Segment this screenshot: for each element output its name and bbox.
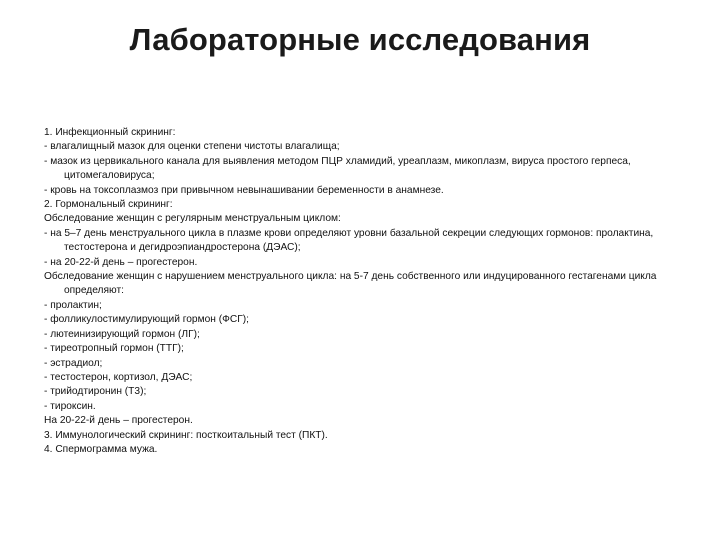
body-line-lh: - лютеинизирующий гормон (ЛГ); bbox=[44, 328, 200, 340]
body-line-testosterone: - тестостерон, кортизол, ДЭАС; bbox=[44, 371, 193, 383]
body-line-estradiol: - эстрадиол; bbox=[44, 357, 103, 369]
body-line-hormonal-screening: 2. Гормональный скрининг: bbox=[44, 199, 173, 211]
body-line-vaginal-smear: - влагалищный мазок для оценки степени чистоты влагалища; bbox=[44, 141, 340, 153]
body-line-fsh: - фолликулостимулирующий гормон (ФСГ); bbox=[44, 314, 249, 326]
body-line-t3: - трийодтиронин (Т3); bbox=[44, 386, 147, 398]
body-line-prolactin: - пролактин; bbox=[44, 299, 102, 311]
slide-title: Лабораторные исследования bbox=[129, 22, 591, 57]
body-line-progesterone: На 20-22-й день – прогестерон. bbox=[44, 415, 193, 427]
slide-body bbox=[44, 126, 684, 457]
body-line-thyroxine: - тироксин. bbox=[44, 400, 96, 412]
body-line-day-5-7-hormones: - на 5–7 день менструального цикла в плазме крови определяют уровни базальной секреции следующих гормонов: пролактина, тестостерона и дегидроэпиандростерона (ДЭАС); bbox=[44, 227, 654, 254]
body-line-cervical-smear: - мазок из цервикального канала для выявления методом ПЦР хламидий, уреаплазм, микоплазм, вируса простого герпеса, цитомегаловируса; bbox=[44, 155, 631, 182]
body-line-regular-cycle: Обследование женщин с регулярным менструальным циклом: bbox=[44, 213, 341, 225]
body-line-toxoplasmosis: - кровь на токсоплазмоз при привычном невынашивании беременности в анамнезе. bbox=[44, 184, 444, 196]
body-line-tsh: - тиреотропный гормон (ТТГ); bbox=[44, 343, 184, 355]
body-line-immunological-screening: 3. Иммунологический скрининг: посткоитальный тест (ПКТ). bbox=[44, 429, 328, 441]
body-line-day-20-22-progesterone: - на 20-22-й день – прогестерон. bbox=[44, 256, 198, 268]
body-line-spermogram: 4. Спермограмма мужа. bbox=[44, 443, 158, 455]
body-line-infection-screening: 1. Инфекционный скрининг: bbox=[44, 127, 176, 138]
body-line-irregular-cycle: Обследование женщин с нарушением менструального цикла: на 5-7 день собственного или индуцированного гестагенами цикла определяют: bbox=[44, 271, 657, 297]
